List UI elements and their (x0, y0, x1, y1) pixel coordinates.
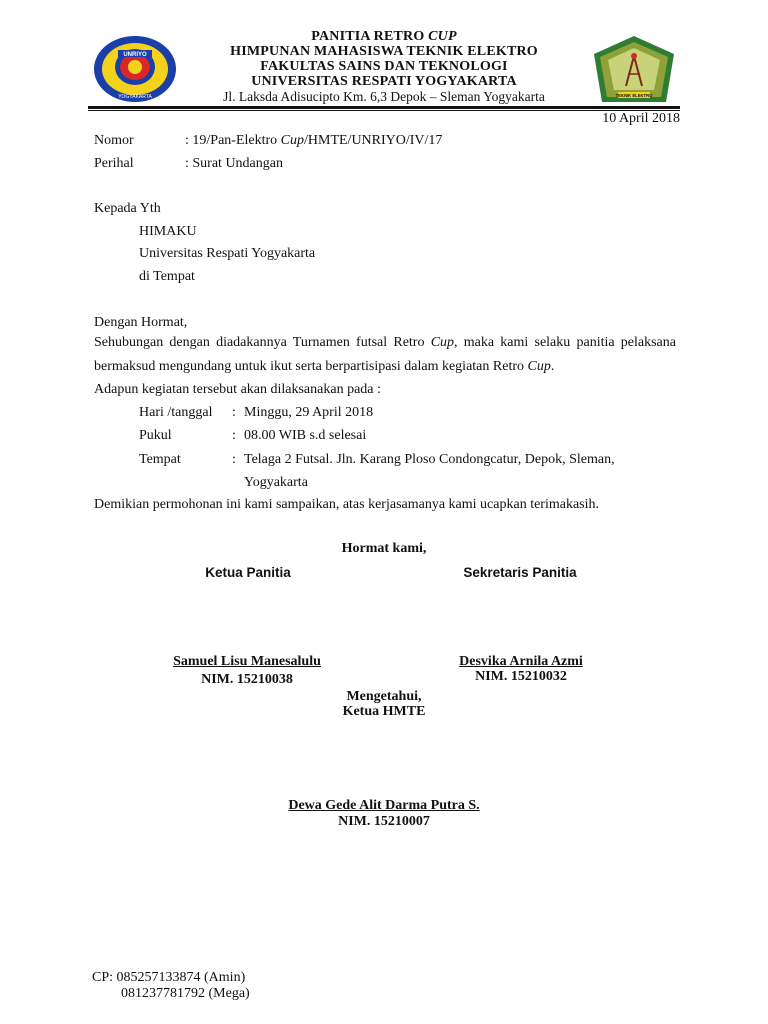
header-committee-prefix: PANITIA RETRO (311, 29, 429, 44)
nomor-prefix: : 19/Pan-Elektro (185, 133, 281, 148)
p1-c: , maka kami selaku panitia pelaksana bermaksud mengundang untuk ikut serta berpartisipasi dalam kegiatan Retro (94, 335, 676, 374)
detail-value-date: Minggu, 29 April 2018 (244, 405, 374, 420)
detail-value-time: 08.00 WIB s.d selesai (244, 428, 367, 443)
recipient-place: di Tempat (139, 269, 195, 284)
detail-label-date: Hari /tanggal (139, 405, 213, 420)
left-signer-nim: NIM. 15210038 (201, 672, 293, 687)
nomor-value (185, 133, 442, 149)
right-logo-bottom-text: TEKNIK ELEKTRO (615, 93, 653, 98)
left-signer-role: Ketua Panitia (205, 565, 291, 580)
recipient-institution: Universitas Respati Yogyakarta (139, 246, 316, 261)
nomor-suffix: /HMTE/UNRIYO/IV/17 (304, 133, 443, 148)
right-signer-name: Desvika Arnila Azmi (459, 654, 583, 669)
letter-date: 10 April 2018 (602, 111, 680, 126)
recipient-salutation: Kepada Yth (94, 201, 161, 216)
header-fakultas: FAKULTAS SAINS DAN TEKNOLOGI (260, 59, 508, 74)
body-paragraph-1 (94, 331, 676, 379)
nomor-italic: Cup (280, 133, 304, 148)
header-universitas: UNIVERSITAS RESPATI YOGYAKARTA (251, 74, 517, 89)
header-rule-thick (88, 106, 680, 109)
left-signer-name: Samuel Lisu Manesalulu (173, 654, 321, 669)
mengetahui-label: Mengetahui, (346, 689, 422, 704)
header-himpunan: HIMPUNAN MAHASISWA TEKNIK ELEKTRO (230, 44, 538, 59)
p1-a: Sehubungan dengan diadakannya Turnamen futsal Retro (94, 335, 431, 350)
hormat-kami: Hormat kami, (341, 541, 427, 556)
right-signer-role: Sekretaris Panitia (463, 565, 577, 580)
detail-label-time: Pukul (139, 428, 172, 443)
p1-b: Cup (430, 335, 455, 350)
contact-line-1: CP: 085257133874 (Amin) (92, 970, 246, 985)
header-committee-italic: CUP (428, 29, 457, 44)
perihal-value: : Surat Undangan (185, 156, 283, 171)
detail-sep-time: : (232, 428, 236, 443)
detail-label-place: Tempat (139, 452, 181, 467)
greeting: Dengan Hormat, (94, 315, 188, 330)
ketua-hmte-label: Ketua HMTE (342, 704, 426, 719)
recipient-name: HIMAKU (139, 224, 197, 239)
detail-sep-place: : (232, 452, 236, 467)
detail-value-place-cont: Yogyakarta (244, 475, 308, 490)
detail-value-place: Telaga 2 Futsal. Jln. Karang Ploso Condongcatur, Depok, Sleman, (244, 452, 615, 467)
perihal-label: Perihal (94, 156, 134, 171)
header-committee (0, 29, 768, 44)
right-signer-nim: NIM. 15210032 (475, 669, 567, 684)
left-logo-center-text: UNRIYO (123, 52, 147, 58)
p1-d: Cup (527, 359, 551, 374)
left-logo-bottom-text: YOGYAKARTA (118, 94, 152, 100)
bottom-signer-nim: NIM. 15210007 (338, 814, 430, 829)
body-paragraph-2: Adapun kegiatan tersebut akan dilaksanakan pada : (94, 382, 381, 397)
detail-sep-date: : (232, 405, 236, 420)
header-address: Jl. Laksda Adisucipto Km. 6,3 Depok – Sleman Yogyakarta (223, 89, 545, 104)
nomor-label: Nomor (94, 133, 134, 148)
closing-sentence: Demikian permohonan ini kami sampaikan, atas kerjasamanya kami ucapkan terimakasih. (94, 497, 599, 512)
p1-e: . (550, 359, 555, 374)
bottom-signer-name: Dewa Gede Alit Darma Putra S. (288, 798, 480, 813)
contact-line-2: 081237781792 (Mega) (121, 986, 250, 1001)
